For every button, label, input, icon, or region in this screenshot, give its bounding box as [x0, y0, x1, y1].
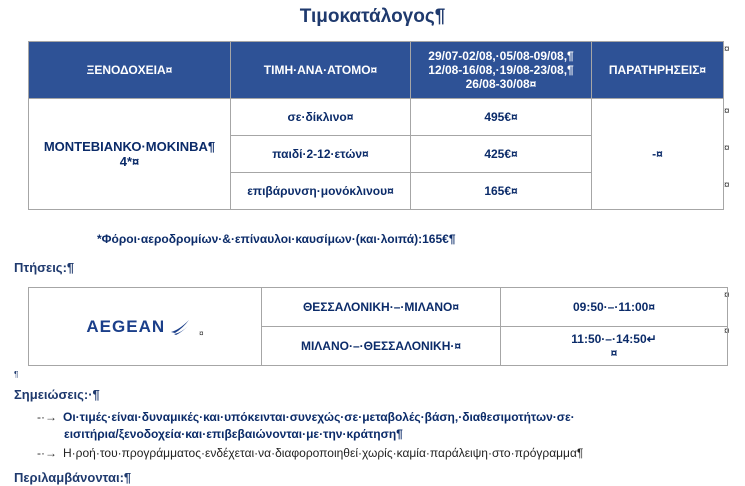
row-end-mark: ¤ [724, 106, 730, 117]
price-double: 495€¤ [411, 99, 592, 136]
airline-logo [30, 315, 260, 338]
hotel-name: ΜΟΝΤΕΒΙΑΝΚΟ·ΜΟΚΙΝΒΑ¶ 4*¤ [29, 99, 231, 210]
tax-note: *Φόροι·αεροδρομίων·&·επίναυλοι·καυσίμων·(και·λοιπά):165€¶ [97, 232, 456, 246]
room-type-double: σε·δίκλινο¤ [231, 99, 411, 136]
includes-heading: Περιλαμβάνονται:¶ [14, 470, 132, 485]
row-end-mark: ¤ [724, 326, 730, 337]
flights-heading: Πτήσεις:¶ [14, 260, 75, 275]
cell-mark: ¤ [199, 329, 204, 338]
flight-time: 09:50·–·11:00¤ [501, 288, 728, 327]
flight-route: ΘΕΣΣΑΛΟΝΙΚΗ·–·ΜΙΛΑΝΟ¤ [262, 288, 501, 327]
room-type-single-supplement: επιβάρυνση·μονόκλινου¤ [231, 173, 411, 210]
price-child: 425€¤ [411, 136, 592, 173]
notes-heading: Σημειώσεις:·¶ [14, 387, 100, 402]
header-remarks: ΠΑΡΑΤΗΡΗΣΕΙΣ¤ [592, 42, 724, 99]
note-text: Οι·τιμές·είναι·δυναμικές·και·υπόκεινται·συνεχώς·σε·μεταβολές·βάση,·διαθεσιμοτήτων·σε· [63, 410, 575, 424]
note-dash: -·→ [37, 410, 57, 424]
row-end-mark: ¤ [724, 143, 730, 154]
header-dates: 29/07-02/08,·05/08-09/08,¶ 12/08-16/08,·19/08-23/08,¶ 26/08-30/08¤ [411, 42, 592, 99]
note-text: εισιτήρια/ξενοδοχεία·και·επιβεβαιώνονται·με·την·κράτηση¶ [64, 427, 403, 441]
airline-logo-cell [29, 288, 262, 366]
price-table-header-row [29, 42, 724, 99]
note-dash: -·→ [37, 446, 57, 460]
note-item [37, 445, 583, 462]
flight-route: ΜΙΛΑΝΟ·–·ΘΕΣΣΑΛΟΝΙΚΗ·¤ [262, 327, 501, 366]
aegean-bird-icon [169, 318, 191, 336]
header-hotels: ΞΕΝΟΔΟΧΕΙΑ¤ [29, 42, 231, 99]
note-text: Η·ροή·του·προγράμματος·ενδέχεται·να·διαφοροποιηθεί·χωρίς·καμία·παράλειψη·στο·πρόγραμμα¶ [63, 446, 584, 460]
remarks-value: -¤ [592, 99, 724, 210]
empty-paragraph-mark: ¶ [14, 370, 19, 379]
row-end-mark: ¤ [724, 290, 730, 301]
note-item [37, 409, 575, 426]
flights-table [28, 287, 728, 366]
room-type-child: παιδί·2-12·ετών¤ [231, 136, 411, 173]
header-price-per-person: ΤΙΜΗ·ΑΝΑ·ΑΤΟΜΟ¤ [231, 42, 411, 99]
note-item-continued [64, 426, 403, 443]
price-table [28, 41, 724, 210]
row-end-mark: ¤ [724, 180, 730, 191]
flight-time: 11:50·–·14:50↵ ¤ [501, 327, 728, 366]
page-title: Τιμοκατάλογος¶ [299, 6, 446, 27]
airline-name: AEGEAN [86, 316, 166, 336]
row-end-mark: ¤ [724, 44, 730, 55]
price-single-supplement: 165€¤ [411, 173, 592, 210]
flight-row [29, 288, 728, 327]
price-row [29, 99, 724, 136]
